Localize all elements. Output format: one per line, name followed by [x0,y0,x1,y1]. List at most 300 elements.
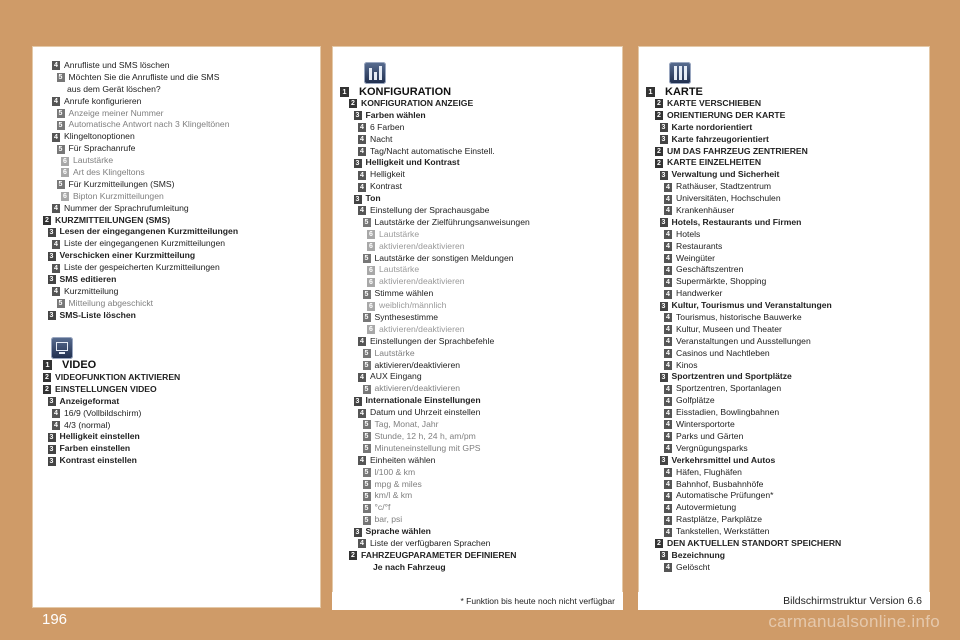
tree-item [333,526,622,538]
level-badge: 6 [367,266,375,275]
tree-item-label: Lautstärke [73,155,114,166]
level-badge: 6 [367,230,375,239]
tree-item-label: KARTE VERSCHIEBEN [667,98,762,108]
tree-item-label: aktivieren/deaktivieren [379,276,465,287]
tree-item-label: Tag, Monat, Jahr [374,419,439,430]
level-badge: 4 [664,409,672,418]
tree-item-label: Je nach Fahrzeug [373,561,446,572]
level-badge: 3 [48,228,56,237]
tree-item-label: Karte fahrzeugorientiert [671,133,769,144]
level-badge: 4 [52,240,60,249]
tree-item [33,143,320,155]
level-badge: 4 [664,183,672,192]
column-konfiguration [332,46,623,608]
tree-item [33,191,320,203]
tree-item [33,238,320,250]
level-badge: 3 [660,456,668,465]
konfiguration-tree [333,98,622,574]
tree-item [333,455,622,467]
level-badge: 4 [664,230,672,239]
level-badge: 5 [363,218,371,227]
level-badge: 5 [363,385,371,394]
level-badge: 5 [57,299,65,308]
tree-item [333,146,622,158]
level-badge: 2 [655,147,663,156]
tree-item [639,110,929,122]
level-badge: 6 [367,325,375,334]
level-badge: 2 [349,99,357,108]
tree-item-label: Tag/Nacht automatische Einstell. [370,145,495,156]
video-title: VIDEO [62,358,97,371]
tree-item [333,479,622,491]
tree-item-label: Datum und Uhrzeit einstellen [370,407,481,418]
tree-item-label: Helligkeit [370,169,405,180]
level-badge: 4 [664,266,672,275]
level-badge: 4 [358,147,366,156]
tree-item [33,262,320,274]
tree-item [333,550,622,562]
level-badge: 5 [57,121,65,130]
level-badge: 4 [358,206,366,215]
tree-item [333,229,622,241]
level-badge: 3 [48,311,56,320]
level-badge: 4 [664,420,672,429]
level-badge: 4 [664,290,672,299]
page-number: 196 [42,611,68,628]
tree-item [33,179,320,191]
tree-item [639,98,929,110]
tree-item-label: Kultur, Museen und Theater [676,323,782,334]
tree-item [33,60,320,72]
level-badge: 4 [664,385,672,394]
tree-item [333,253,622,265]
tree-item-label: Art des Klingeltons [73,167,145,178]
tree-item-label: Anrufliste und SMS löschen [64,60,170,70]
tree-item-label: Lautstärke der sonstigen Meldungen [374,252,514,263]
tree-item [639,288,929,300]
tree-item-label: Einstellungen der Sprachbefehle [370,335,495,346]
level-badge: 4 [52,409,60,418]
karte-header [646,85,929,98]
tree-item-label: Kultur, Tourismus und Veranstaltungen [671,300,832,311]
tree-item [33,455,320,467]
tree-item [639,241,929,253]
tree-item [333,443,622,455]
tree-item [333,348,622,360]
level-badge: 1 [340,87,349,97]
tree-item-label: Kontrast [370,181,403,192]
tree-item-label: Liste der gespeicherten Kurzmitteilungen [64,262,220,273]
level-badge: 5 [363,516,371,525]
level-badge: 4 [664,278,672,287]
tree-item [333,110,622,122]
tree-item-label: Anzeige meiner Nummer [68,107,164,118]
tree-item [333,407,622,419]
tree-item-label: Lesen der eingegangenen Kurzmitteilungen [59,226,239,237]
tree-item-label: Kontrast einstellen [59,455,137,466]
level-badge: 5 [57,73,65,82]
tree-item [333,157,622,169]
tree-item [333,134,622,146]
tree-item [333,312,622,324]
level-badge: 4 [664,563,672,572]
tree-item-label: Karte nordorientiert [671,121,753,132]
tree-item [333,371,622,383]
footnote: * Funktion bis heute noch nicht verfügbar [332,592,623,610]
tree-item-label: Farben einstellen [59,443,131,454]
tree-item-label: Rathäuser, Stadtzentrum [676,181,772,192]
tree-item [333,502,622,514]
tree-item [639,443,929,455]
tree-item-label: Geschäftszentren [676,264,744,275]
tree-item-label: Einstellung der Sprachausgabe [370,205,490,216]
tree-item [639,371,929,383]
tree-item-label: EINSTELLUNGEN VIDEO [55,383,157,394]
level-badge: 4 [52,287,60,296]
tree-item-label: Sportzentren und Sportplätze [671,371,792,382]
tree-item [33,431,320,443]
level-badge: 5 [57,180,65,189]
level-badge: 3 [660,551,668,560]
tree-item-label: Casinos und Nachtleben [676,347,770,358]
tree-item-label: Ton [365,193,381,204]
karte-tree [639,98,929,574]
level-badge: 6 [61,192,69,201]
tree-item [333,264,622,276]
tree-item [639,407,929,419]
tree-item [639,526,929,538]
tree-item [333,241,622,253]
tree-item-label: DEN AKTUELLEN STANDORT SPEICHERN [667,537,842,548]
level-badge: 4 [664,397,672,406]
tree-item-label: Mitteilung abgeschickt [68,297,154,308]
tree-item [639,193,929,205]
level-badge: 2 [655,539,663,548]
tree-item [33,396,320,408]
level-badge: 4 [358,183,366,192]
tree-item [333,538,622,550]
tree-item [639,181,929,193]
map-icon [669,62,691,84]
level-badge: 3 [660,302,668,311]
level-badge: 4 [664,325,672,334]
level-badge: 3 [354,195,362,204]
level-badge: 2 [349,551,357,560]
level-badge: 4 [358,373,366,382]
konfiguration-header [340,85,622,98]
tree-item [33,274,320,286]
tree-item [333,288,622,300]
tree-item [639,205,929,217]
tree-item-label: Minuteneinstellung mit GPS [374,442,481,453]
level-badge: 5 [57,145,65,154]
tree-item-label: Kinos [676,359,698,370]
tree-item [639,348,929,360]
settings-icon [364,62,386,84]
tree-item [639,169,929,181]
tree-item [639,217,929,229]
tree-item-label: Liste der verfügbaren Sprachen [370,537,491,548]
tree-item [33,408,320,420]
tree-item [639,146,929,158]
tree-item [333,514,622,526]
level-badge: 5 [363,480,371,489]
tree-item [333,169,622,181]
level-badge: 4 [358,171,366,180]
tree-item [33,226,320,238]
level-badge: 4 [664,480,672,489]
level-badge: 5 [363,361,371,370]
tree-item-label: UM DAS FAHRZEUG ZENTRIEREN [667,145,808,156]
level-badge: 5 [363,492,371,501]
tree-item-label: Lautstärke [379,264,420,275]
tree-item-label: Bezeichnung [671,549,725,560]
level-badge: 3 [48,457,56,466]
tree-item [33,96,320,108]
tree-item [33,84,320,96]
level-badge: 4 [52,61,60,70]
level-badge: 3 [48,275,56,284]
tree-item [333,276,622,288]
level-badge: 2 [655,111,663,120]
level-badge: 3 [354,111,362,120]
level-badge: 3 [354,397,362,406]
level-badge: 4 [52,421,60,430]
tree-item-label: Tankstellen, Werkstätten [676,526,770,537]
tree-item-label: Farben wählen [365,109,426,120]
tree-item [639,229,929,241]
tree-item-label: Sportzentren, Sportanlagen [676,383,782,394]
level-badge: 6 [367,278,375,287]
level-badge: 2 [655,99,663,108]
level-badge: 4 [52,264,60,273]
level-badge: 4 [664,504,672,513]
level-badge: 4 [664,337,672,346]
tree-item [33,108,320,120]
level-badge: 4 [358,337,366,346]
tree-item [33,443,320,455]
tree-item [333,431,622,443]
tree-item-label: Häfen, Flughäfen [676,466,742,477]
level-badge: 4 [358,409,366,418]
tree-item-label: 4/3 (normal) [64,419,111,430]
konfiguration-title: KONFIGURATION [359,85,452,98]
tree-item-label: KARTE EINZELHEITEN [667,157,762,168]
tree-item-label: Kurzmitteilung [64,285,119,296]
tree-item [33,372,320,384]
tree-item-label: Helligkeit und Kontrast [365,157,460,168]
tree-item-label: Automatische Antwort nach 3 Klingeltönen [68,119,230,130]
tree-item [333,360,622,372]
tree-item [333,98,622,110]
video-header [43,358,320,371]
level-badge: 4 [664,313,672,322]
level-badge: 4 [52,133,60,142]
tree-item [333,217,622,229]
level-badge: 3 [660,171,668,180]
tree-item-label: Rastplätze, Parkplätze [676,514,762,525]
tree-item-label: Verwaltung und Sicherheit [671,169,780,180]
tree-item-label: VIDEOFUNKTION AKTIVIEREN [55,372,181,382]
tree-item [639,467,929,479]
tree-item [639,336,929,348]
tree-item [639,383,929,395]
level-badge: 4 [664,349,672,358]
level-badge: 5 [363,349,371,358]
level-badge: 5 [363,432,371,441]
tree-item-label: Restaurants [676,240,723,251]
level-badge: 4 [664,492,672,501]
level-badge: 4 [358,135,366,144]
tree-item [333,419,622,431]
tree-item [333,122,622,134]
tree-item-label: Hotels, Restaurants und Firmen [671,216,802,227]
tree-item-label: mpg & miles [374,478,422,489]
tree-item-label: weiblich/männlich [379,300,447,311]
tree-item [639,502,929,514]
tree-item-label: Eisstadien, Bowlingbahnen [676,407,780,418]
level-badge: 3 [48,445,56,454]
tree-item [33,167,320,179]
tree-item [33,119,320,131]
level-badge: 3 [354,528,362,537]
tree-item-label: aus dem Gerät löschen? [67,83,161,94]
watermark: carmanualsonline.info [768,612,940,631]
level-badge: 5 [363,468,371,477]
tree-item-label: Krankenhäuser [676,205,735,216]
tree-item-label: Nummer der Sprachrufumleitung [64,202,189,213]
tree-item-label: Für Kurzmitteilungen (SMS) [68,178,175,189]
tree-item-label: Anrufe konfigurieren [64,95,142,106]
level-badge: 4 [358,123,366,132]
version-label: Bildschirmstruktur Version 6.6 [638,592,930,610]
tree-item [333,205,622,217]
level-badge: 2 [43,216,51,225]
tree-item-label: Einheiten wählen [370,454,436,465]
video-tree [33,372,320,467]
tree-item-label: Synthesestimme [374,312,439,323]
tree-item-label: bar, psi [374,514,403,525]
tree-item-label: Liste der eingegangenen Kurzmitteilungen [64,238,226,249]
level-badge: 3 [660,123,668,132]
level-badge: 3 [660,218,668,227]
level-badge: 4 [664,254,672,263]
tree-item [639,264,929,276]
tree-item-label: Veranstaltungen und Ausstellungen [676,335,811,346]
tree-item [33,203,320,215]
karte-title: KARTE [665,85,703,98]
level-badge: 3 [48,433,56,442]
tree-item-label: Für Sprachanrufe [68,143,136,154]
tree-item-label: Nacht [370,133,393,144]
level-badge: 1 [646,87,655,97]
level-badge: 5 [363,504,371,513]
level-badge: 4 [664,195,672,204]
tree-item-label: Verschicken einer Kurzmitteilung [59,250,196,261]
level-badge: 4 [664,432,672,441]
level-badge: 4 [664,516,672,525]
tree-item [639,514,929,526]
tree-item [33,298,320,310]
tree-item-label: °c/°f [374,502,391,513]
tree-item [639,490,929,502]
level-badge: 4 [664,528,672,537]
tree-item-label: l/100 & km [374,466,416,477]
tree-item-label: Helligkeit einstellen [59,431,140,442]
level-badge: 3 [48,397,56,406]
level-badge: 5 [363,444,371,453]
tree-item [333,193,622,205]
tree-item-label: KURZMITTEILUNGEN (SMS) [55,214,171,225]
tree-item-label: Golfplätze [676,395,715,406]
tree-item-label: Anzeigeformat [59,395,120,406]
tree-item [639,431,929,443]
level-badge: 4 [664,206,672,215]
level-badge: 3 [660,135,668,144]
tree-item [333,467,622,479]
tree-item-label: Stimme wählen [374,288,434,299]
tree-item-label: Verkehrsmittel und Autos [671,454,776,465]
tree-item [333,383,622,395]
level-badge: 4 [664,468,672,477]
tree-item [333,336,622,348]
tree-item-label: Wintersportorte [676,419,735,430]
tree-item [33,286,320,298]
tree-item-label: aktivieren/deaktivieren [374,383,461,394]
level-badge: 5 [57,109,65,118]
tree-item-label: Universitäten, Hochschulen [676,193,781,204]
tree-item [639,134,929,146]
tree-item [639,122,929,134]
tree-item [333,324,622,336]
tree-item-label: 16/9 (Vollbildschirm) [64,407,142,418]
level-badge: 5 [363,290,371,299]
column-telephone-video [32,46,321,608]
tree-item-label: KONFIGURATION ANZEIGE [361,98,474,108]
tree-item [33,250,320,262]
tree-item-label: Klingeltonoptionen [64,131,135,142]
tree-item-label: Weingüter [676,252,716,263]
tree-item [639,300,929,312]
level-badge: 5 [363,254,371,263]
level-badge: 6 [367,302,375,311]
level-badge: 4 [52,97,60,106]
level-badge: 4 [664,444,672,453]
tree-item [33,420,320,432]
level-badge: 4 [358,539,366,548]
tree-item [333,395,622,407]
level-badge: 4 [664,361,672,370]
level-badge: 1 [43,360,52,370]
tree-item-label: Automatische Prüfungen* [676,490,774,501]
tree-item-label: aktivieren/deaktivieren [374,359,461,370]
tree-item-label: FAHRZEUGPARAMETER DEFINIEREN [361,549,517,560]
telephone-tree [33,60,320,322]
tree-item-label: Tourismus, historische Bauwerke [676,312,802,323]
tree-item [639,324,929,336]
tree-item-label: Möchten Sie die Anrufliste und die SMS [68,71,220,82]
tree-item [333,300,622,312]
level-badge: 6 [61,157,69,166]
tree-item-label: Bahnhof, Busbahnhöfe [676,478,764,489]
level-badge: 5 [363,420,371,429]
level-badge: 4 [358,456,366,465]
tree-item [639,550,929,562]
level-badge: 4 [52,204,60,213]
tree-item-label: Sprache wählen [365,526,431,537]
tree-item [639,360,929,372]
tree-item-label: aktivieren/deaktivieren [379,323,465,334]
